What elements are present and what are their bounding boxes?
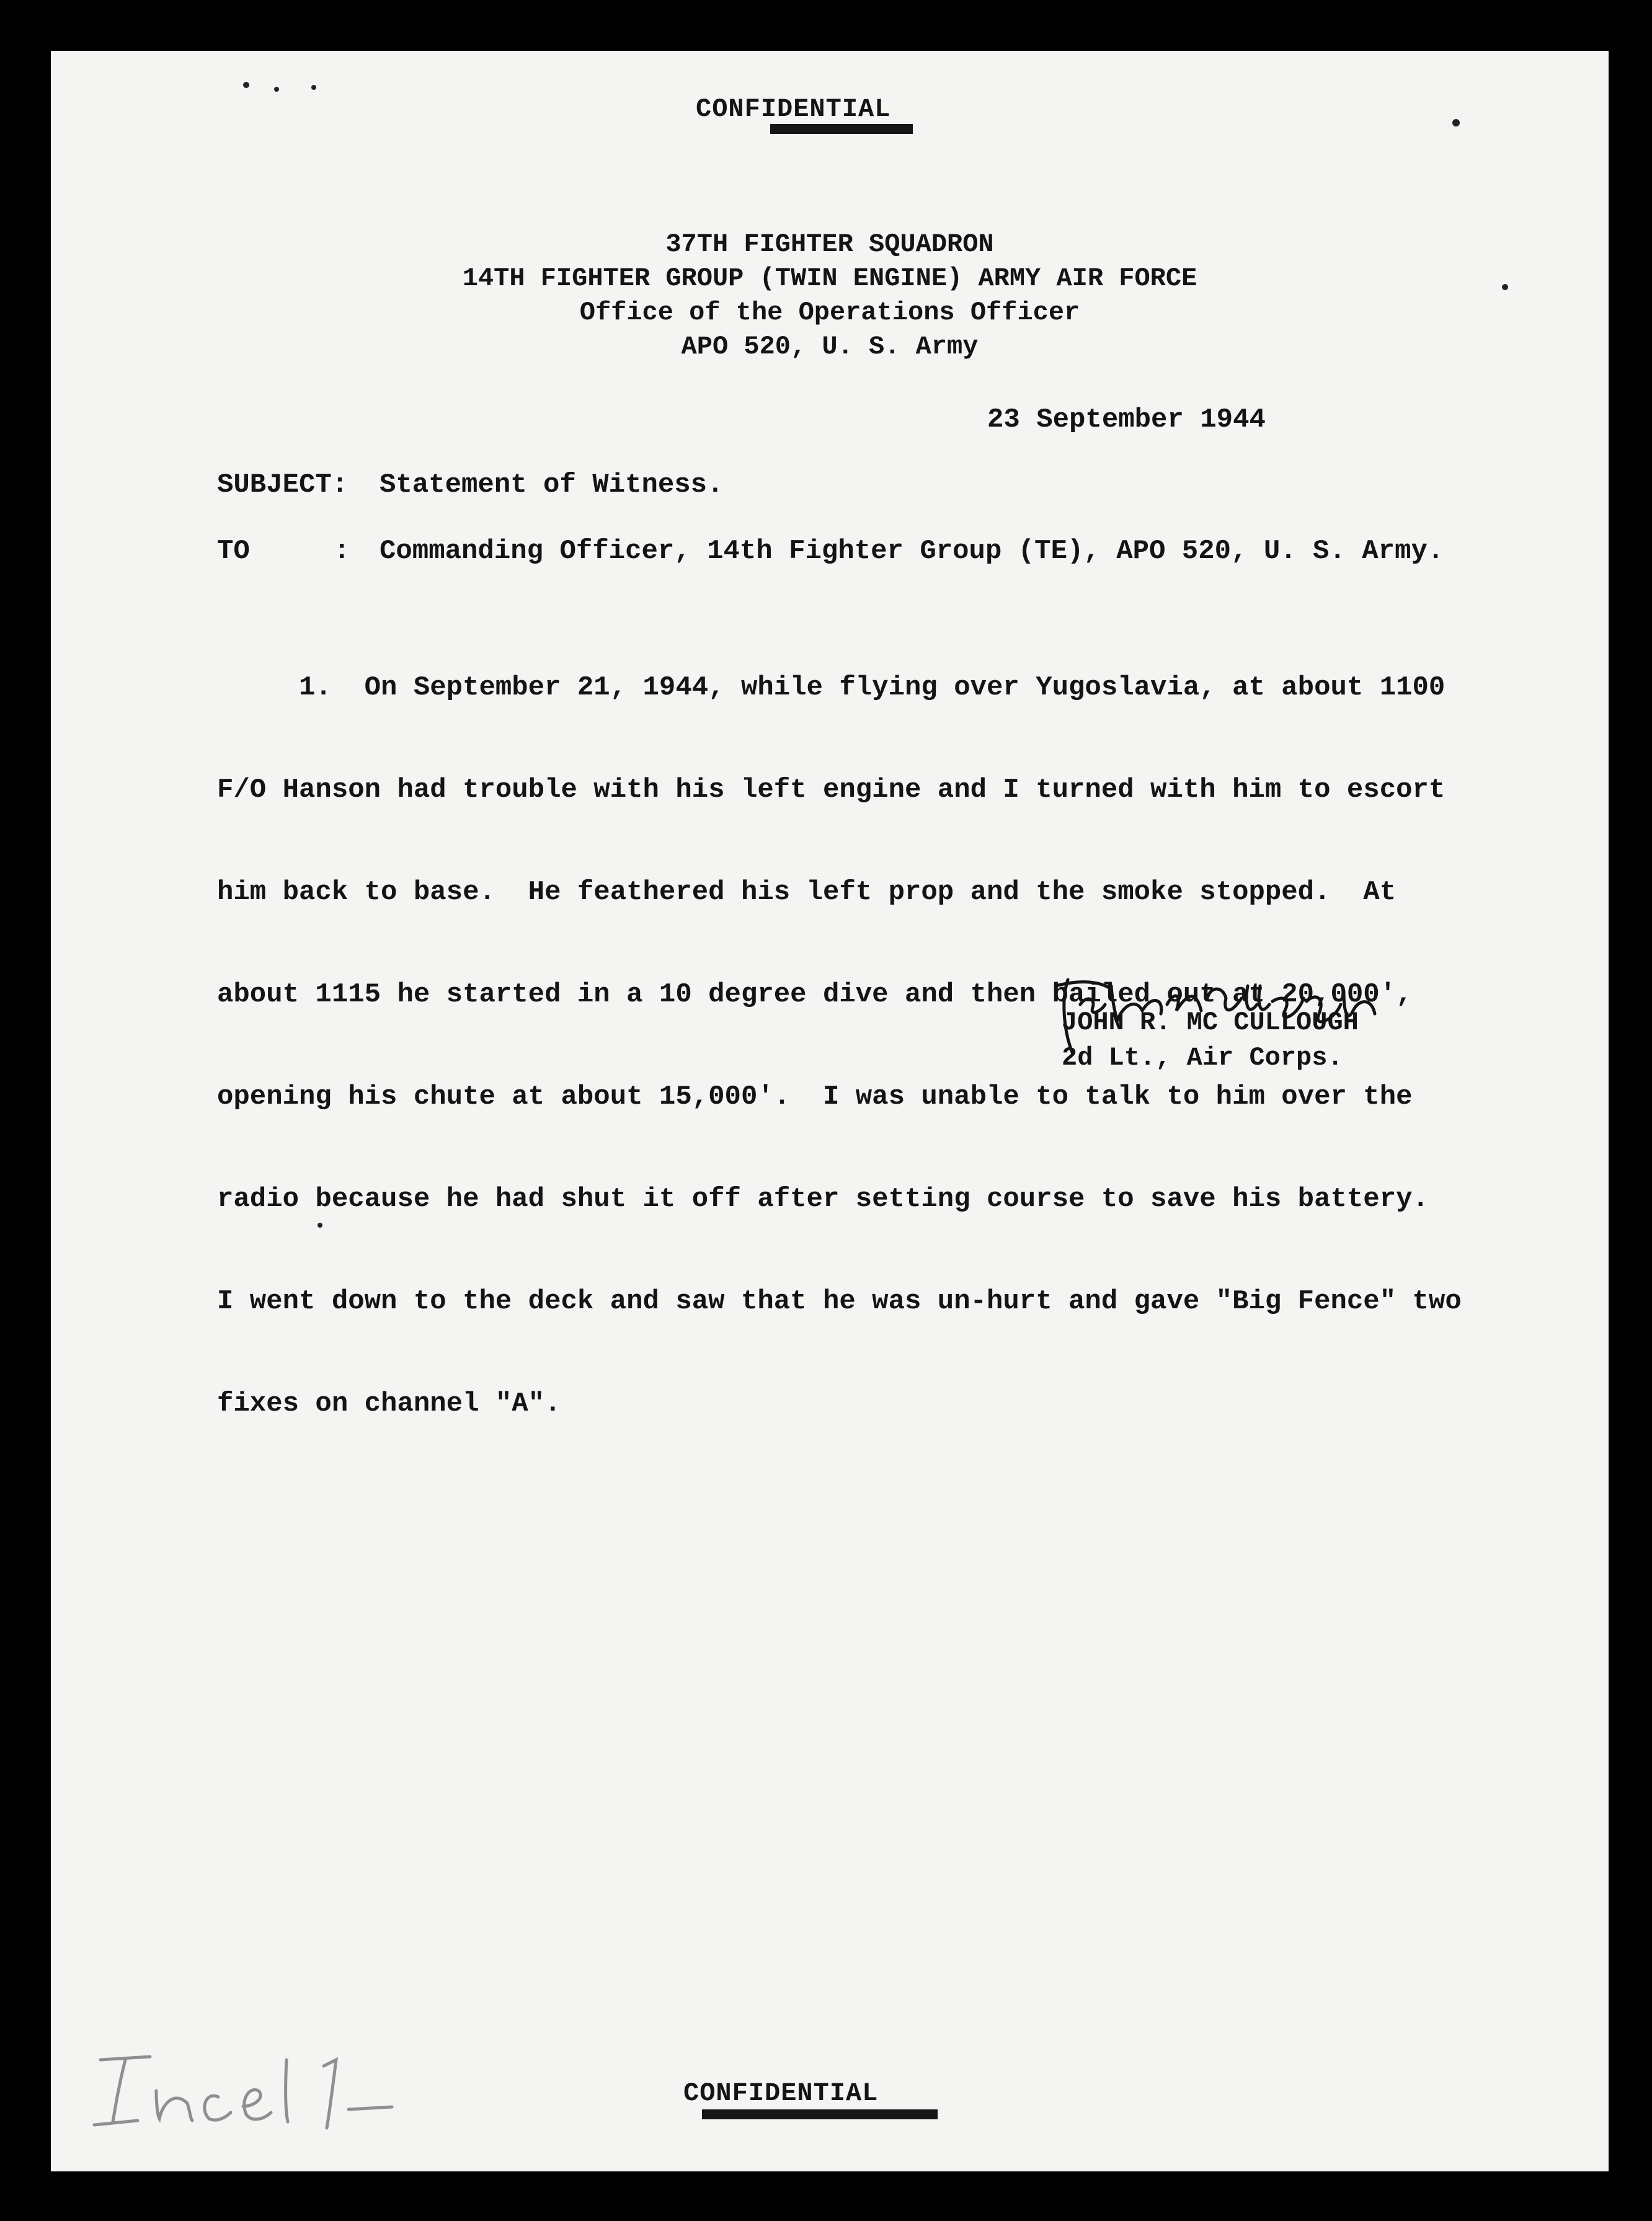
signer-rank: 2d Lt., Air Corps. bbox=[1062, 1043, 1343, 1073]
ink-speck bbox=[1502, 284, 1508, 290]
body-line: opening his chute at about 15,000'. I was unable to talk to him over the bbox=[217, 1081, 1413, 1112]
body-line: him back to base. He feathered his left prop and the smoke stopped. At bbox=[217, 877, 1397, 908]
to-colon: : bbox=[334, 536, 350, 567]
letterhead-unit: 37TH FIGHTER SQUADRON bbox=[665, 229, 994, 259]
marking-strikethrough-bottom bbox=[702, 2109, 938, 2119]
letterhead-group: 14TH FIGHTER GROUP (TWIN ENGINE) ARMY AIR FORCE bbox=[462, 264, 1197, 293]
letterhead-address: APO 520, U. S. Army bbox=[681, 332, 979, 361]
marking-strikethrough-top bbox=[770, 124, 913, 134]
body-line: radio because he had shut it off after setting course to save his battery. bbox=[217, 1184, 1429, 1215]
body-line: 1. On September 21, 1944, while flying over Yugoslavia, at about 1100 bbox=[217, 672, 1446, 703]
document-date: 23 September 1944 bbox=[987, 404, 1266, 435]
subject-label: SUBJECT: bbox=[217, 469, 349, 500]
security-marking-top: CONFIDENTIAL bbox=[696, 94, 891, 124]
body-line: F/O Hanson had trouble with his left engine and I turned with him to escort bbox=[217, 774, 1446, 805]
letterhead bbox=[51, 228, 1609, 364]
signer-name: JOHN R. MC CULLOUGH bbox=[1062, 1008, 1359, 1037]
ink-speck bbox=[1452, 119, 1460, 126]
subject-value: Statement of Witness. bbox=[380, 469, 724, 500]
ink-speck bbox=[311, 85, 316, 90]
body-line: fixes on channel "A". bbox=[217, 1388, 561, 1419]
document-page bbox=[51, 51, 1609, 2171]
ink-speck bbox=[318, 1223, 322, 1228]
security-marking-bottom: CONFIDENTIAL bbox=[683, 2078, 879, 2108]
handwritten-enclosure-note bbox=[88, 2047, 411, 2134]
letterhead-office: Office of the Operations Officer bbox=[579, 298, 1080, 327]
ink-speck bbox=[274, 87, 279, 92]
body-line: I went down to the deck and saw that he was un-hurt and gave "Big Fence" two bbox=[217, 1286, 1462, 1317]
to-value: Commanding Officer, 14th Fighter Group (TE), APO 520, U. S. Army. bbox=[380, 536, 1444, 567]
to-label: TO bbox=[217, 536, 250, 567]
ink-speck bbox=[243, 82, 249, 88]
body-line: about 1115 he started in a 10 degree dive and then bailed out at 20,000', bbox=[217, 979, 1413, 1010]
